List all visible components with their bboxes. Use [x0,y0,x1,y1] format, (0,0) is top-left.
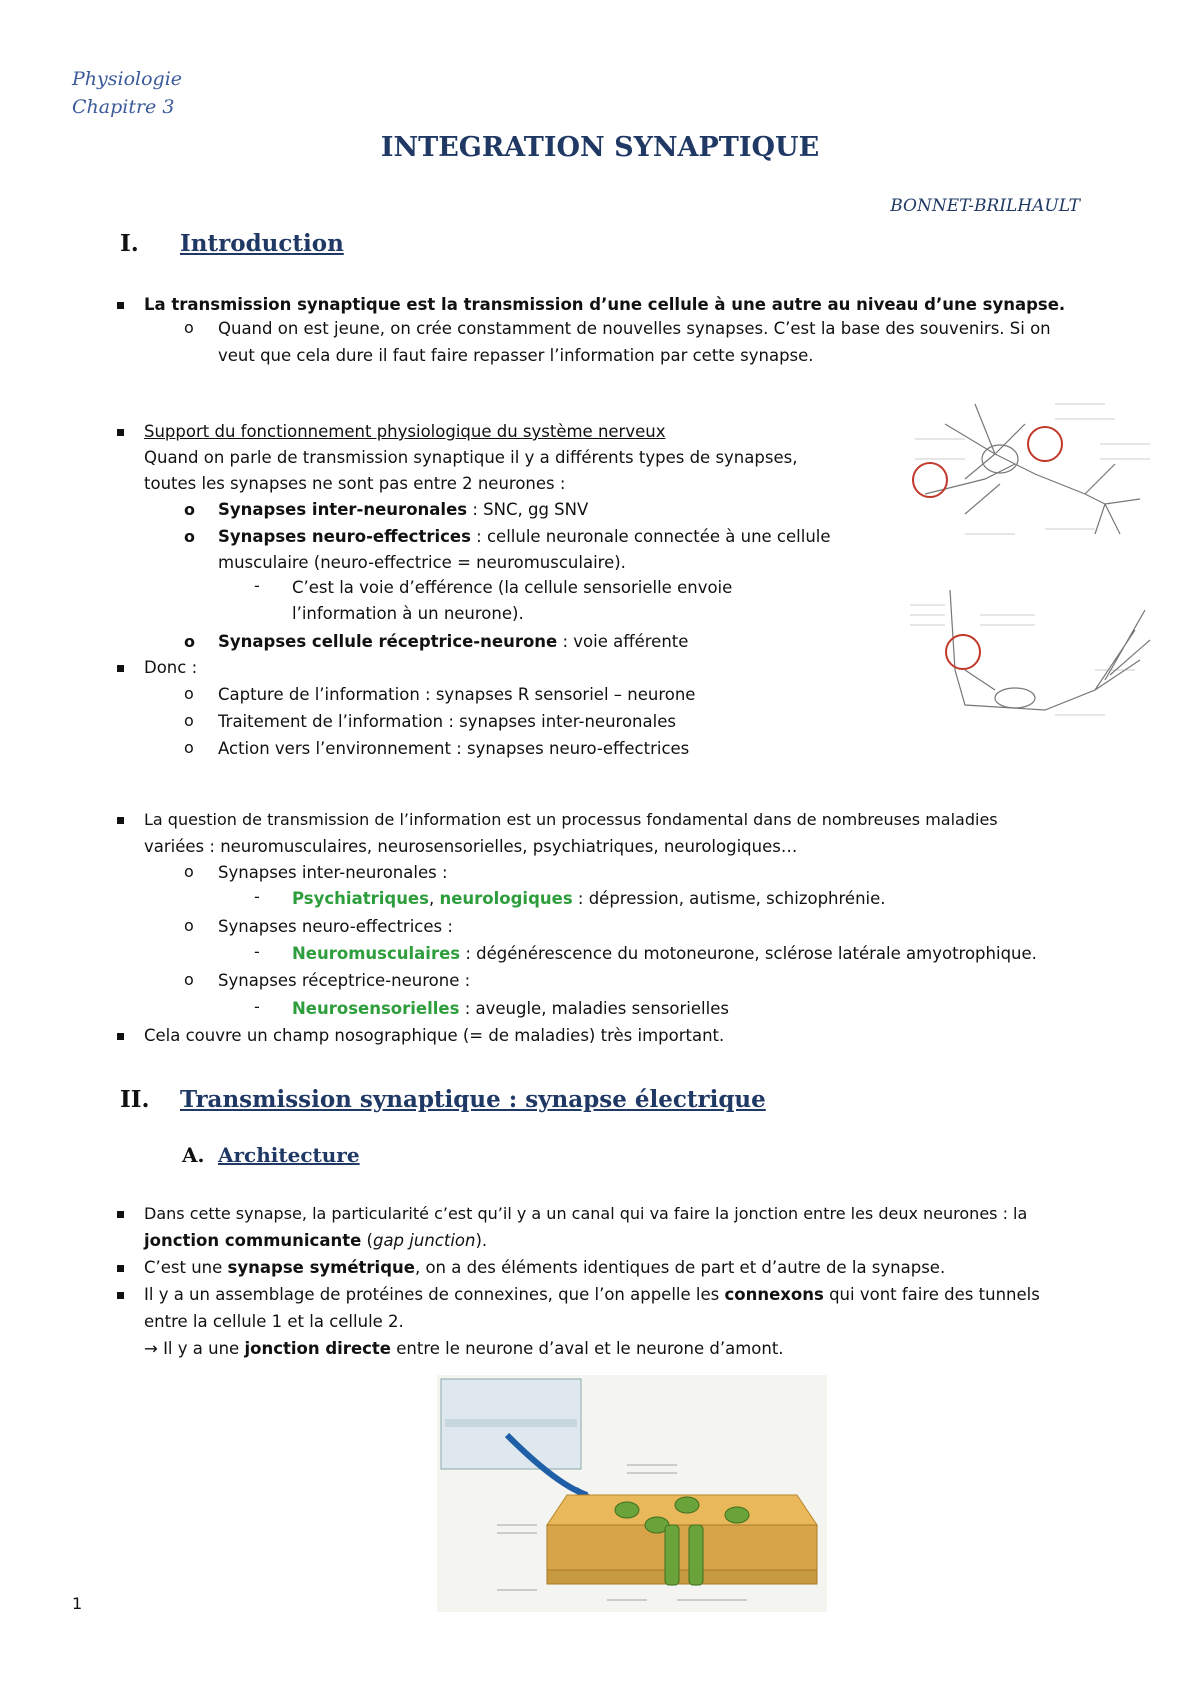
list-item [218,496,588,523]
list-item [292,940,1037,967]
bullet-circle: o [184,500,195,519]
section-heading-introduction [120,230,344,257]
bullet-circle: o [184,632,195,651]
document-title: INTEGRATION SYNAPTIQUE [380,132,820,163]
list-item: Action vers l’environnement : synapses neuro-effectrices [218,739,690,758]
list-item: Synapses réceptrice-neurone : [218,971,471,990]
paragraph-line: entre la cellule 1 et la cellule 2. [144,1312,404,1331]
paragraph-line: Dans cette synapse, la particularité c’est qu’il y a un canal qui va faire la jonction entre les deux neurones : la [144,1204,1028,1223]
disease-category: Neurosensorielles [292,999,460,1018]
term: Synapses neuro-effectrices [218,527,471,546]
subsection-number: A. [182,1143,205,1167]
paragraph-line: variées : neuromusculaires, neurosensorielles, psychiatriques, neurologiques… [144,837,798,856]
disease-category: neurologiques [439,889,573,908]
paragraph-line: l’information à un neurone). [292,604,524,623]
paragraph-line: Support du fonctionnement physiologique du système nerveux [144,422,666,441]
text: , on a des éléments identiques de part et d’autre de la synapse. [414,1258,946,1277]
separator: , [428,889,440,908]
section-title: Transmission synaptique : synapse électrique [180,1086,766,1113]
neuron-synapse-figure [905,384,1155,544]
list-item [292,995,729,1022]
bullet-square [117,1292,124,1299]
paragraph-line: Donc : [144,658,198,677]
bullet-square [117,665,124,672]
section-heading-synapse-electrique [120,1086,766,1113]
term: synapse symétrique [227,1258,415,1277]
bullet-square [117,1033,124,1040]
term: Synapses cellule réceptrice-neurone [218,632,558,651]
bullet-circle: o [184,738,194,757]
paragraph-line: Cela couvre un champ nosographique (= de maladies) très important. [144,1026,725,1045]
bullet-square [117,302,124,309]
receptor-neuron-figure [905,570,1155,720]
paragraph-line: musculaire (neuro-effectrice = neuromusculaire). [218,553,626,572]
bullet-square [117,429,124,436]
subsection-title: Architecture [218,1143,360,1167]
bullet-dash: - [254,997,260,1016]
disease-examples: : dégénérescence du motoneurone, sclérose latérale amyotrophique. [460,944,1037,963]
paragraph-line: veut que cela dure il faut faire repasser l’information par cette synapse. [218,346,814,365]
text: Il y a un assemblage de protéines de connexines, que l’on appelle les [144,1285,725,1304]
text: qui vont faire des tunnels [823,1285,1040,1304]
list-item: Synapses neuro-effectrices : [218,917,453,936]
bullet-circle: o [184,862,194,881]
term-desc: : cellule neuronale connectée à une cellule [470,527,831,546]
term: Synapses inter-neuronales [218,500,468,519]
bullet-square [117,817,124,824]
text: entre le neurone d’aval et le neurone d’amont. [391,1339,784,1358]
paragraph-line: Quand on est jeune, on crée constamment de nouvelles synapses. C’est la base des souvenirs. Si on [218,319,1051,338]
disease-examples: : aveugle, maladies sensorielles [459,999,729,1018]
list-item [292,885,886,912]
text: ). [475,1231,488,1250]
paragraph-line [144,1227,487,1254]
paragraph-line: C’est la voie d’efférence (la cellule sensorielle envoie [292,578,733,597]
term: jonction directe [244,1339,391,1358]
text: C’est une [144,1258,228,1277]
author-name: BONNET-BRILHAULT [890,196,1080,216]
paragraph-line: toutes les synapses ne sont pas entre 2 neurones : [144,474,566,493]
bullet-circle: o [184,527,195,546]
bullet-dash: - [254,887,260,906]
disease-category: Psychiatriques [292,889,429,908]
page-number: 1 [72,1594,83,1613]
bullet-circle: o [184,684,194,703]
bullet-dash: - [254,942,260,961]
section-number: II. [120,1086,150,1113]
list-item: Traitement de l’information : synapses inter-neuronales [218,712,676,731]
section-number: I. [120,230,139,257]
bullet-circle: o [184,318,194,337]
paragraph-line [144,1254,945,1281]
term-desc: : SNC, gg SNV [467,500,589,519]
term-desc: : voie afférente [557,632,689,651]
list-item: Synapses inter-neuronales : [218,863,448,882]
bullet-square [117,1211,124,1218]
disease-examples: : dépression, autisme, schizophrénie. [572,889,886,908]
bullet-circle: o [184,970,194,989]
subsection-heading-architecture [182,1143,360,1167]
list-item [218,523,831,550]
bullet-dash: - [254,576,260,595]
term: connexons [724,1285,824,1304]
paragraph-line [144,1335,784,1362]
chapter-label: Chapitre 3 [72,96,175,118]
term: jonction communicante [144,1231,362,1250]
paragraph-line: La question de transmission de l’information est un processus fondamental dans de nombreuses maladies [144,810,998,829]
disease-category: Neuromusculaires [292,944,461,963]
list-item [218,628,688,655]
paragraph-line [144,1281,1040,1308]
term-italic: gap junction [372,1231,476,1250]
paragraph-line: Quand on parle de transmission synaptique il y a différents types de synapses, [144,448,798,467]
bullet-circle: o [184,711,194,730]
paragraph-line: La transmission synaptique est la transmission d’une cellule à une autre au niveau d’une synapse. [144,295,1066,314]
text: ( [361,1231,373,1250]
subject-label: Physiologie [72,68,183,90]
bullet-circle: o [184,916,194,935]
list-item: Capture de l’information : synapses R sensoriel – neurone [218,685,696,704]
text: → Il y a une [144,1339,245,1358]
bullet-square [117,1265,124,1272]
gap-junction-figure [437,1375,827,1612]
section-title: Introduction [180,230,344,257]
